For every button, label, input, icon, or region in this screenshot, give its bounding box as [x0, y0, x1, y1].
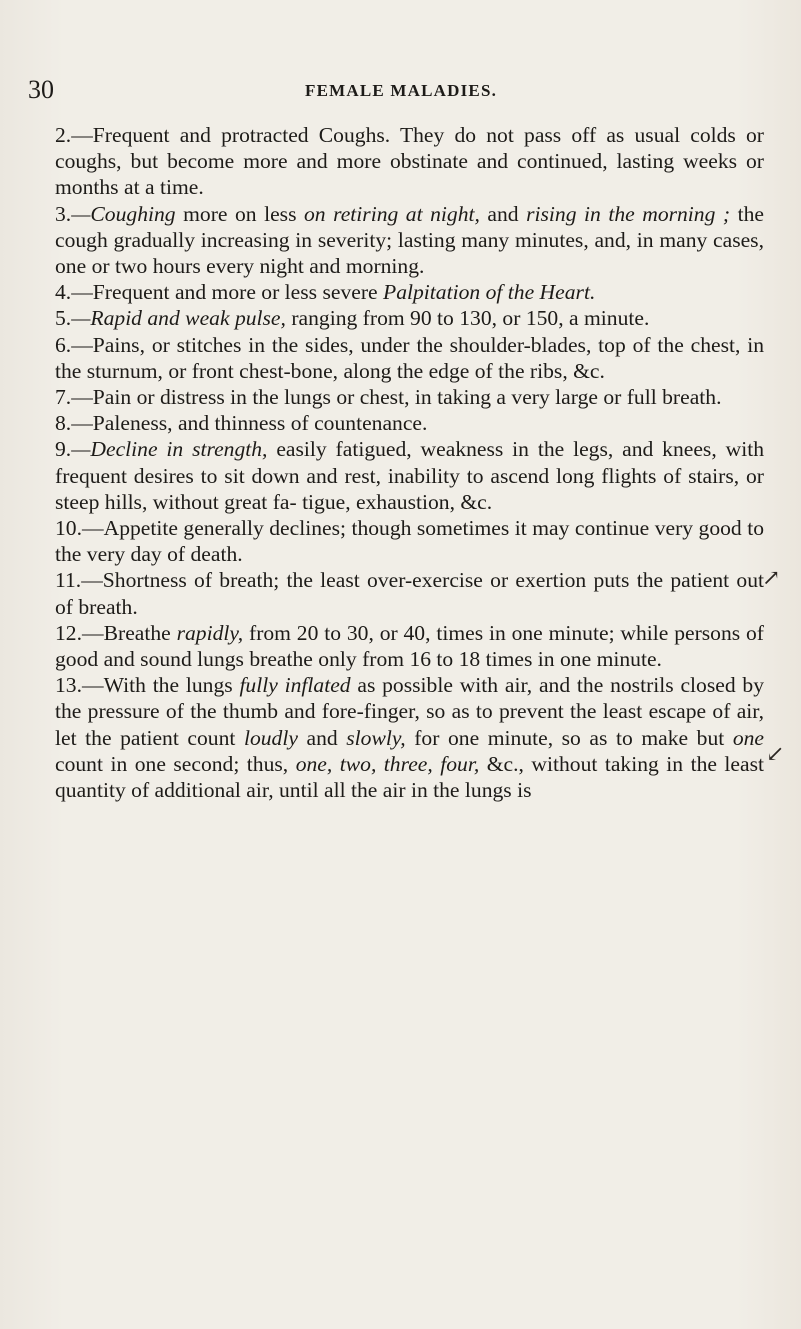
item-emphasis: Palpitation of the Heart.	[383, 280, 596, 305]
item-text: as possible with air, and the nostrils closed by the pressure of the thumb and fore-finger, so as to prevent the least escape of air, let the patient count	[55, 673, 764, 750]
list-item-7	[55, 384, 764, 410]
item-text: —Frequent and protracted Coughs. They do not pass off as usual colds or coughs, but become more and more obstinate and continued, lasting weeks or months at a time.	[55, 123, 764, 200]
item-number: 11.	[55, 568, 82, 593]
item-text: for one minute, so as to make but	[405, 725, 733, 750]
list-item-4	[55, 279, 764, 305]
list-item-3	[55, 201, 764, 280]
item-text: —Shortness of breath; the least over-exercise or exertion puts the patient out of breath.	[55, 568, 764, 619]
item-number: 13.	[55, 673, 82, 698]
item-emphasis: rapidly,	[176, 620, 244, 645]
page-header	[28, 75, 728, 109]
item-text: —Pain or distress in the lungs or chest, in taking a very large or full breath.	[71, 385, 722, 410]
item-text: the cough gradually increasing in severity; lasting many minutes, and, in many cases, one or two hours every night and morning.	[55, 201, 765, 279]
item-text: —Breathe	[82, 620, 177, 645]
margin-mark-icon: ↗	[762, 566, 781, 591]
item-text: —Paleness, and thinness of countenance.	[71, 411, 428, 436]
list-item-6	[55, 332, 764, 384]
list-item-11	[55, 567, 764, 619]
page-number: 30	[28, 75, 54, 104]
item-text: more on less	[175, 201, 304, 226]
item-text: and	[479, 201, 527, 226]
list-item-10	[55, 515, 764, 567]
list-item-13	[55, 672, 764, 803]
item-emphasis: fully inflated	[239, 673, 351, 698]
list-item-5	[55, 305, 764, 331]
item-emphasis: loudly	[243, 725, 298, 750]
item-number: 10.	[55, 516, 82, 541]
item-text: &c., without taking in the least quantity of additional air, until all the air in the lungs is	[55, 751, 764, 803]
item-emphasis: —Rapid and weak pulse,	[71, 306, 286, 331]
list-item-9	[55, 436, 764, 515]
item-text: from 20 to 30, or 40, times in one minute; while persons of good and sound lungs breathe only from 16 to 18 times in one minute.	[55, 620, 764, 672]
item-text: —Pains, or stitches in the sides, under the shoulder-blades, top of the chest, in the sturnum, or front chest-bone, along the edge of the ribs, &c.	[55, 332, 764, 383]
item-number: 9.	[55, 437, 72, 462]
item-number: 2.	[55, 123, 72, 147]
item-number: 6.	[55, 332, 72, 357]
list-item-8	[55, 410, 764, 436]
item-text: —With the lungs	[82, 673, 240, 698]
item-text: and	[297, 725, 347, 750]
list-item-2	[55, 122, 764, 201]
item-number: 3.	[55, 201, 72, 226]
item-emphasis: one, two, three, four,	[295, 751, 480, 776]
item-number: 12.	[55, 620, 82, 645]
margin-mark-icon: ↙	[766, 742, 785, 767]
item-emphasis: —Coughing	[71, 201, 176, 226]
item-emphasis: rising in the morning ;	[526, 201, 731, 226]
item-number: 4.	[55, 280, 72, 305]
item-emphasis: one	[732, 725, 765, 750]
item-number: 5.	[55, 306, 72, 331]
list-item-12	[55, 620, 764, 672]
running-title: FEMALE MALADIES.	[305, 81, 498, 100]
item-text: —Frequent and more or less severe	[71, 280, 384, 305]
item-emphasis: on retiring at night,	[304, 201, 480, 226]
item-emphasis: —Decline in strength,	[71, 437, 268, 462]
item-text: easily fatigued, weakness in the legs, and knees, with frequent desires to sit down and rest, inability to ascend long flights of stairs, or steep hills, without great fa- tigue, exhaustion, &c.	[55, 437, 764, 514]
item-text: count in one second; thus,	[55, 751, 296, 776]
body-text	[55, 122, 764, 803]
item-text: ranging from 90 to 130, or 150, a minute.	[285, 306, 650, 331]
item-number: 8.	[55, 411, 72, 436]
item-number: 7.	[55, 385, 72, 410]
item-text: —Appetite generally declines; though sometimes it may continue very good to the very day of death.	[55, 516, 764, 567]
item-emphasis: slowly,	[346, 725, 406, 750]
